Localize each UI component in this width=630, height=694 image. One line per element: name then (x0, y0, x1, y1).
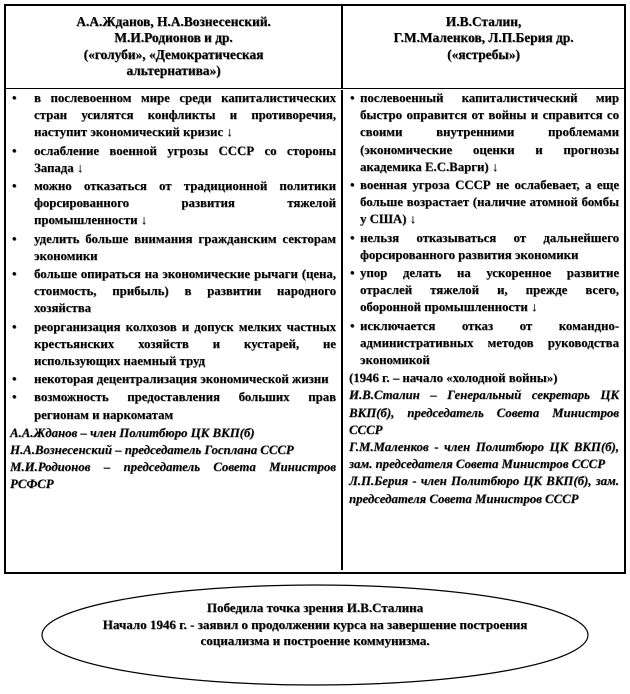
right-item (349, 230, 619, 264)
left-bullet-list (10, 90, 336, 424)
conclusion-line2: Начало 1946 г. - заявил о продолжении курса на завершение построения социализма и построение коммунизма. (102, 616, 528, 648)
bullet-icon: • (12, 372, 17, 387)
down-arrow-icon: ↓ (530, 300, 538, 315)
right-column (343, 90, 624, 570)
person-name: Г.М.Маленков (349, 440, 429, 455)
left-item (10, 389, 336, 423)
down-arrow-icon: ↓ (76, 160, 84, 175)
right-item (349, 318, 619, 370)
right-item-text: упор делать на ускоренное развитие отраслей тяжелой и, прежде всего, оборонной промышленности (360, 266, 619, 315)
right-header-line1: И.В.Сталин, (445, 14, 522, 29)
left-item-text: больше опираться на экономические рычаги (цена, стоимость, прибыль) в развитии народного хозяйства (34, 267, 336, 316)
bullet-icon: • (12, 267, 17, 282)
comparison-table (4, 4, 626, 574)
left-item-text: уделить больше внимания гражданским секторам экономики (34, 231, 336, 263)
left-column (6, 90, 343, 570)
right-item-text: послевоенный капиталистический мир быстро оправится от войны и справится со своими внутренними проблемами (экономические оценки и прогнозы академика Е.С.Варги) (360, 91, 619, 174)
bullet-icon: • (12, 143, 17, 158)
bullet-icon: • (12, 231, 17, 246)
bullet-icon: • (350, 266, 355, 281)
left-item-text: реорганизация колхозов и допуск мелких частных крестьянских хозяйств и кустарей, не использующих наемный труд (34, 319, 336, 369)
right-header-line2: Г.М.Маленков, Л.П.Берия др. (393, 30, 574, 46)
right-item-text: исключается отказ от командно-административных методов руководства экономикой (360, 318, 619, 368)
left-note (10, 459, 336, 493)
right-note (349, 387, 619, 439)
left-item (10, 231, 336, 265)
left-header-line1: А.А.Жданов, Н.А.Вознесенский. (76, 14, 271, 29)
person-role: – член Политбюро ЦК ВКП(б) (77, 425, 255, 440)
left-item (10, 178, 336, 230)
left-item (10, 371, 336, 388)
down-arrow-icon: ↓ (409, 212, 417, 227)
right-note (349, 439, 619, 473)
down-arrow-icon: ↓ (226, 125, 233, 140)
header-divider (6, 88, 624, 89)
person-role: - член Политбюро ЦК ВКП(б), зам. председателя Совета Министров СССР (349, 474, 619, 506)
person-role: – председатель Госплана СССР (111, 443, 294, 458)
right-item (349, 177, 619, 229)
right-column-header (343, 6, 624, 88)
left-note (10, 425, 336, 442)
left-header-line3: («голуби», «Демократическая альтернатива») (83, 46, 264, 79)
down-arrow-icon: ↓ (140, 213, 148, 228)
person-name: Н.А.Вознесенский (10, 443, 112, 458)
left-item-text: ослабление военной угрозы СССР со стороны Запада (34, 143, 336, 175)
left-notes (10, 425, 336, 494)
right-notes (349, 387, 619, 507)
right-item-text: военная угроза СССР не ослабевает, а еще больше возрастает (наличие атомной бомбы у США) (360, 178, 619, 227)
left-item (10, 266, 336, 318)
left-item (10, 143, 336, 177)
left-item (10, 319, 336, 371)
right-note (349, 473, 619, 507)
bullet-icon: • (12, 390, 17, 405)
left-header-line2: М.И.Родионов и др. (114, 30, 233, 46)
conclusion-text (100, 600, 530, 650)
down-arrow-icon: ↓ (491, 159, 499, 174)
left-item-text: можно отказаться от традиционной политики форсированного развития тяжелой промышленности (34, 179, 336, 228)
right-item (349, 90, 619, 176)
left-column-header (6, 6, 343, 88)
left-item-text: в послевоенном мире среди капиталистических стран усилятся конфликты и противоречия, наступит экономический кризис (34, 91, 336, 140)
bullet-icon: • (350, 178, 355, 193)
conclusion-line1: Победила точка зрения И.В.Сталина (206, 600, 424, 615)
left-item-text: возможность предоставления больших прав регионам и наркоматам (34, 390, 336, 422)
left-item (10, 90, 336, 142)
right-item-text: нельзя отказываться от дальнейшего форсированного развития экономики (360, 230, 619, 262)
person-name: И.В.Сталин (349, 388, 420, 403)
left-note (10, 442, 336, 459)
conclusion-ellipse (40, 583, 590, 687)
person-role: – председатель Совета Министров РСФСР (10, 460, 336, 492)
right-bullet-list (349, 90, 619, 369)
bullet-icon: • (350, 230, 355, 245)
bullet-icon: • (12, 179, 17, 194)
cold-war-note: (1946 г. – начало «холодной войны») (349, 371, 558, 386)
left-item-text: некоторая децентрализация экономической жизни (34, 372, 329, 387)
person-name: М.И.Родионов (10, 460, 91, 475)
bullet-icon: • (350, 318, 355, 333)
bullet-icon: • (12, 319, 17, 334)
person-name: А.А.Жданов (10, 425, 78, 440)
person-name: Л.П.Берия (349, 474, 409, 489)
person-role: – Генеральный секретарь ЦК ВКП(б), председатель Совета Министров СССР (349, 388, 619, 437)
person-role: - член Политбюро ЦК ВКП(б), зам. председателя Совета Министров СССР (349, 440, 619, 472)
right-item (349, 265, 619, 317)
bullet-icon: • (350, 91, 355, 105)
right-header-line3: («ястребы») (447, 46, 520, 62)
bullet-icon: • (12, 91, 17, 105)
